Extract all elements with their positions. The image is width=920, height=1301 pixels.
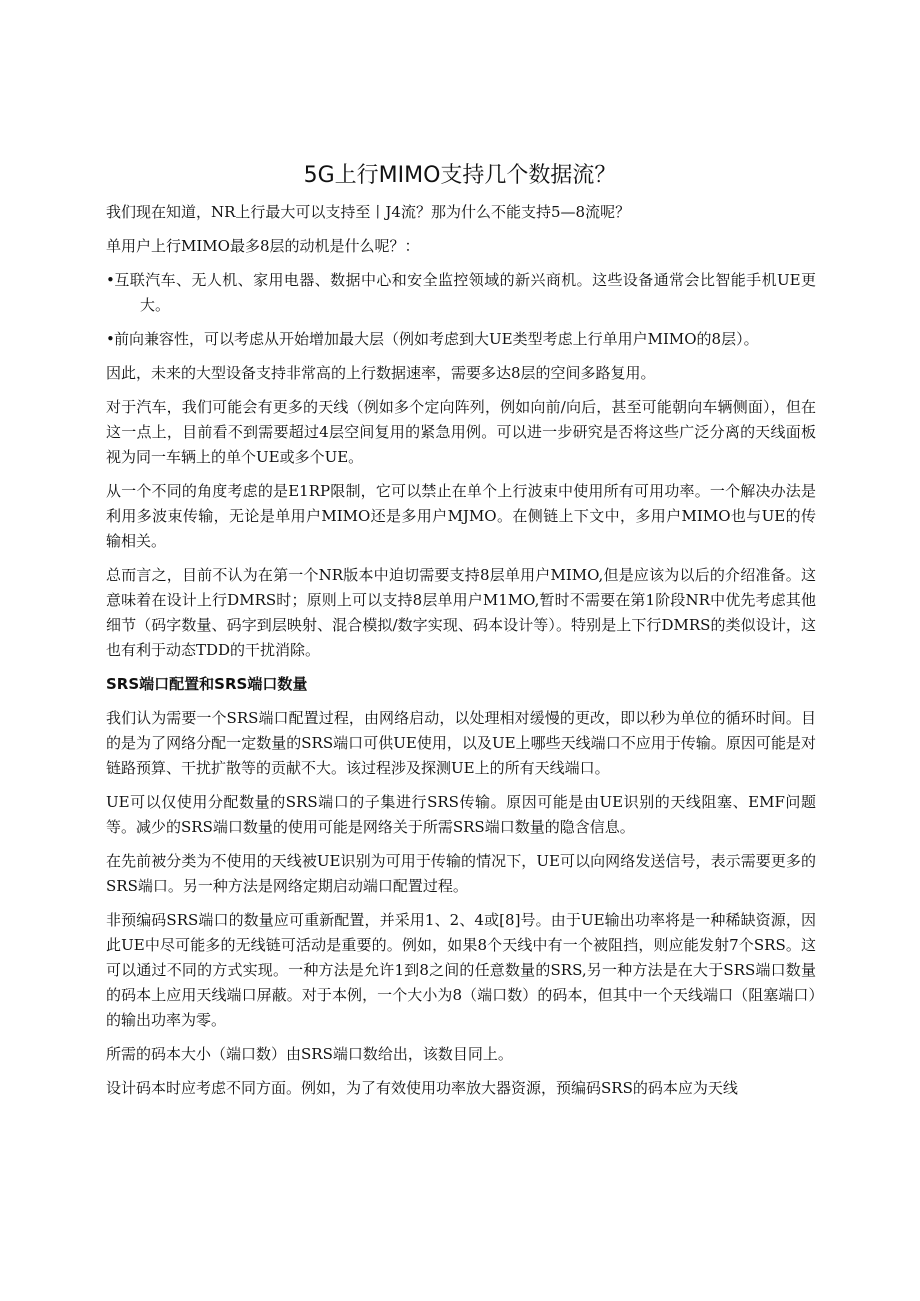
paragraph-non-precoded-srs: 非预编码SRS端口的数量应可重新配置，并采用1、2、4或[8]号。由于UE输出功率将是一种稀缺资源，因此UE中尽可能多的无线链可活动是重要的。例如，如果8个天线中有一个被阻挡，则应能发射7个SRS。这可以通过不同的方式实现。一种方法是允许1到8之间的任意数量的SRS,另一种方法是在大于SRS端口数量的码本上应用天线端口屏蔽。对于本例，一个大小为8（端口数）的码本，但其中一个天线端口（阻塞端口）的输出功率为零。 [106, 911, 816, 1029]
document-body [106, 200, 816, 1110]
section-heading-srs-ports: SRS端口配置和SRS端口数量 [106, 675, 308, 693]
bullet-icon: • [106, 271, 115, 289]
paragraph-codebook-size: 所需的码本大小（端口数）由SRS端口数给出，该数目同上。 [106, 1045, 513, 1063]
paragraph-srs-subset: UE可以仅使用分配数量的SRS端口的子集进行SRS传输。原因可能是由UE识别的天线阻塞、EMF问题等。减少的SRS端口数量的使用可能是网络关于所需SRS端口数量的隐含信息。 [106, 793, 816, 836]
bullet-item-forward-compatibility [106, 327, 816, 352]
document-title: 5G上行MIMO支持几个数据流？ [303, 163, 617, 188]
bullet-item-new-opportunities [106, 268, 816, 318]
bullet-text: 互联汽车、无人机、家用电器、数据中心和安全监控领域的新兴商机。这些设备通常会比智能手机UE更大。 [114, 271, 816, 314]
paragraph-motivation-question: 单用户上行MIMO最多8层的动机是什么呢？： [106, 237, 420, 255]
paragraph-vehicles: 对于汽车，我们可能会有更多的天线（例如多个定向阵列，例如向前/向后，甚至可能朝向车辆侧面），但在这一点上，目前看不到需要超过4层空间复用的紧急用例。可以进一步研究是否将这些广泛分离的天线面板视为同一车辆上的单个UE或多个UE。 [106, 398, 816, 466]
paragraph-codebook-design: 设计码本时应考虑不同方面。例如，为了有效使用功率放大器资源，预编码SRS的码本应为天线 [106, 1079, 738, 1097]
paragraph-eirp: 从一个不同的角度考虑的是E1RP限制，它可以禁止在单个上行波束中使用所有可用功率。一个解决办法是利用多波束传输，无论是单用户MIMO还是多用户MJMO。在侧链上下文中，多用户MIMO也与UE的传输相关。 [106, 482, 816, 550]
paragraph-srs-config-process: 我们认为需要一个SRS端口配置过程，由网络启动，以处理相对缓慢的更改，即以秒为单位的循环时间。目的是为了网络分配一定数量的SRS端口可供UE使用，以及UE上哪些天线端口不应用于传输。原因可能是对链路预算、干扰扩散等的贡献不大。该过程涉及探测UE上的所有天线端口。 [106, 709, 816, 777]
paragraph-intro-question: 我们现在知道，NR上行最大可以支持至丨J4流？那为什么不能支持5—8流呢？ [106, 203, 631, 221]
paragraph-srs-more-ports: 在先前被分类为不使用的天线被UE识别为可用于传输的情况下，UE可以向网络发送信号，表示需要更多的SRS端口。另一种方法是网络定期启动端口配置过程。 [106, 852, 816, 895]
bullet-text: 前向兼容性，可以考虑从开始增加最大层（例如考虑到大UE类型考虑上行单用户MIMO的8层）。 [114, 330, 759, 348]
bullet-icon: • [106, 330, 115, 348]
paragraph-summary: 总而言之，目前不认为在第一个NR版本中迫切需要支持8层单用户MIMO,但是应该为以后的介绍准备。这意味着在设计上行DMRS时；原则上可以支持8层单用户M1MO,暂时不需要在第1阶段NR中优先考虑其他细节（码字数量、码字到层映射、混合模拟/数字实现、码本设计等）。特别是上下行DMRS的类似设计，这也有利于动态TDD的干扰消除。 [106, 566, 816, 659]
paragraph-conclusion-8-layers: 因此，未来的大型设备支持非常高的上行数据速率，需要多达8层的空间多路复用。 [106, 364, 656, 382]
